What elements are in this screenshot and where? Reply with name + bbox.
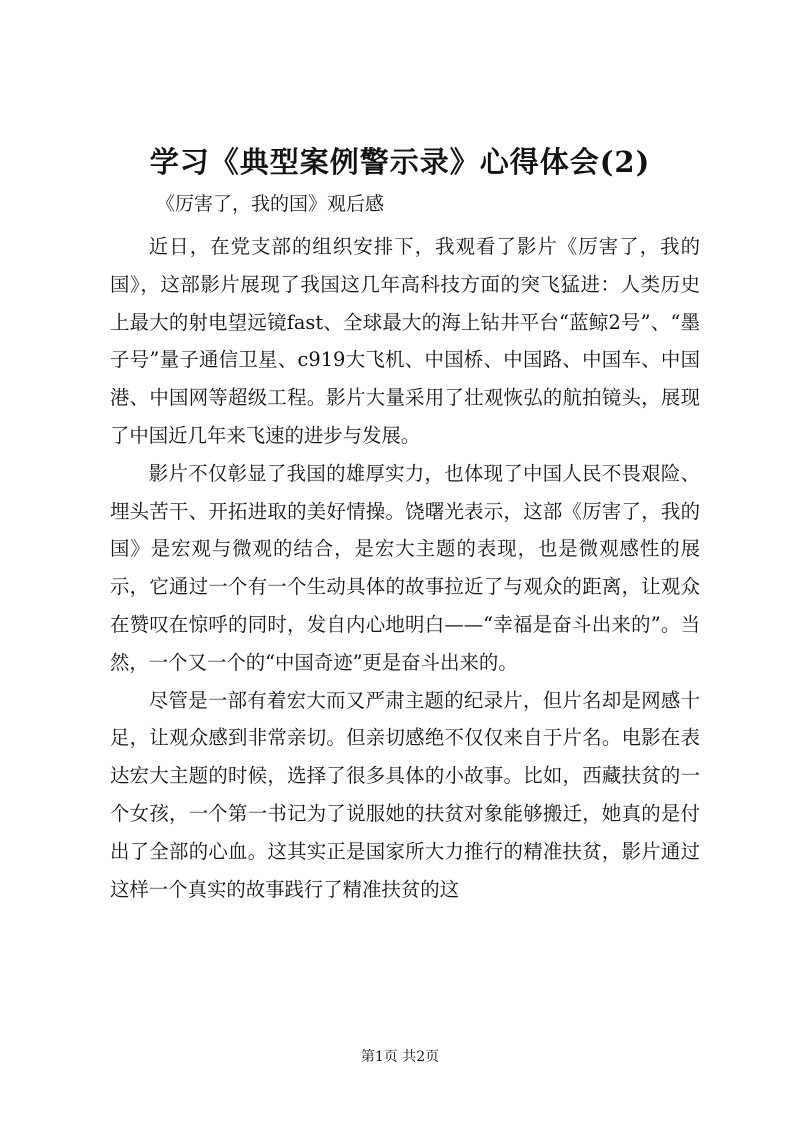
paragraph-1: 近日，在党支部的组织安排下，我观看了影片《厉害了，我的国》，这部影片展现了我国这几年高科技方面的突飞猛进：人类历史上最大的射电望远镜fast、全球最大的海上钻井平台“蓝鲸2号”、“墨子号”量子通信卫星、c919大飞机、中国桥、中国路、中国车、中国港、中国网等超级工程。影片大量采用了壮观恢弘的航拍镜头，展现了中国近几年来飞速的进步与发展。 — [110, 235, 700, 447]
paragraph-2: 影片不仅彰显了我国的雄厚实力，也体现了中国人民不畏艰险、埋头苦干、开拓进取的美好情操。饶曙光表示，这部《厉害了，我的国》是宏观与微观的结合，是宏大主题的表现，也是微观感性的展示，它通过一个有一个生动具体的故事拉近了与观众的距离，让观众在赞叹在惊呼的同时，发自内心地明白——“幸福是奋斗出来的”。当然，一个又一个的“中国奇迹”更是奋斗出来的。 — [110, 461, 700, 674]
document-subtitle: 《厉害了，我的国》观后感 — [156, 193, 385, 215]
page-footer: 第1页 共2页 — [360, 1049, 440, 1065]
paragraph-3: 尽管是一部有着宏大而又严肃主题的纪录片，但片名却是网感十足，让观众感到非常亲切。但亲切感绝不仅仅来自于片名。电影在表达宏大主题的时候，选择了很多具体的小故事。比如，西藏扶贫的一个女孩，一个第一书记为了说服她的扶贫对象能够搬迁，她真的是付出了全部的心血。这其实正是国家所大力推行的精准扶贫，影片通过这样一个真实的故事践行了精准扶贫的这 — [110, 688, 700, 901]
document-title: 学习《典型案例警示录》心得体会(2) — [149, 145, 651, 179]
document-body — [110, 228, 700, 908]
